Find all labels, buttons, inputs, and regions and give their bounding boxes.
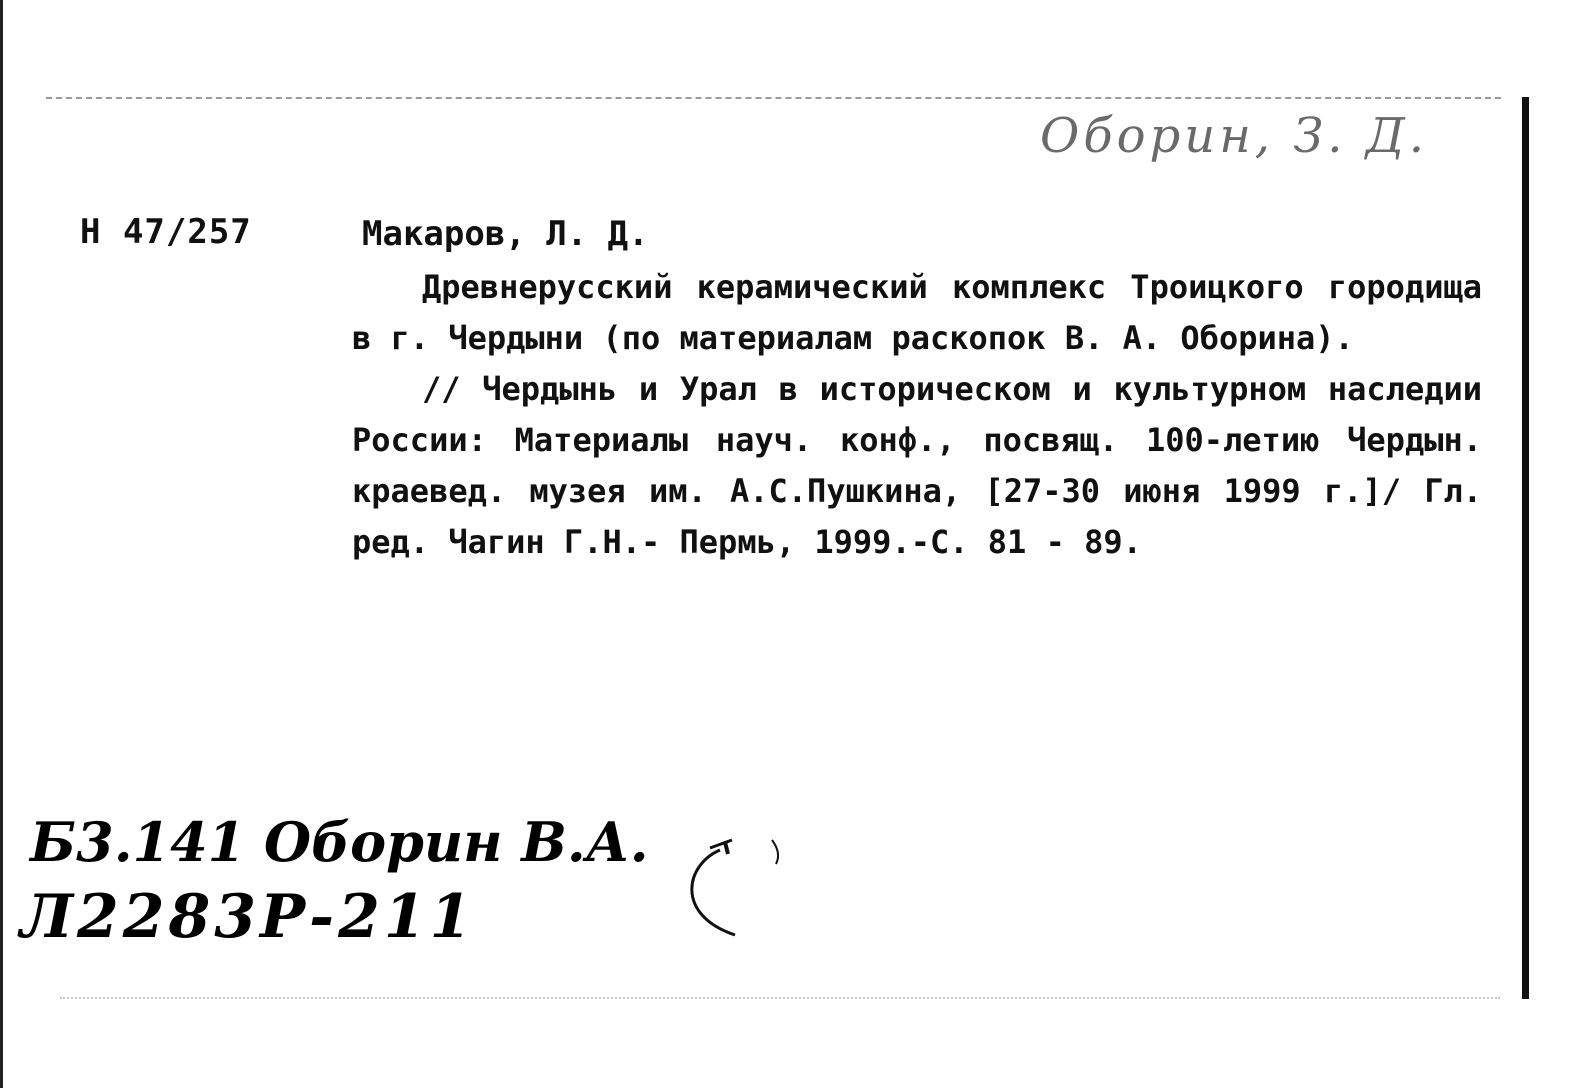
entry-title: Древнерусский керамический комплекс Троицкого городища в г. Чердыни (по материалам раскопок В. А. Оборина). — [352, 268, 1482, 357]
catalog-entry-body — [352, 262, 1482, 568]
handwritten-top-note: Оборин, З. Д. — [1040, 108, 1429, 164]
call-number: Н 47/257 — [80, 212, 252, 252]
author-heading: Макаров, Л. Д. — [362, 214, 649, 254]
handwritten-bracket-mark — [680, 830, 790, 945]
card-top-border — [46, 97, 1501, 99]
page-left-edge — [0, 0, 3, 1088]
card-bottom-border — [60, 997, 1500, 999]
handwritten-inventory-number: Л2283Р-211 — [20, 882, 476, 952]
card-right-border — [1522, 97, 1529, 999]
entry-source: // Чердынь и Урал в историческом и культурном наследии России: Материалы науч. конф., посвящ. 100-летию Чердын. краевед. музея им. А.С.Пушкина, [27-30 июня 1999 г.]/ Гл. ред. Чагин Г.Н.- Пермь, 1999.-С. 81 - 89. — [352, 370, 1482, 561]
handwritten-shelf-mark: Б3.141 Оборин В.А. — [30, 810, 649, 874]
